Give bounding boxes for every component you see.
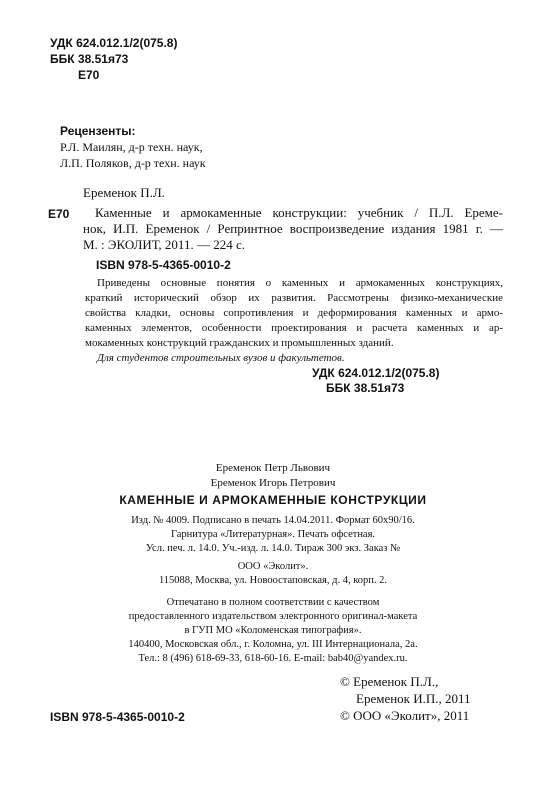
abstract-line: свойства кладки, основы сопротивления и деформирования каменных и армо- <box>85 307 503 319</box>
biblio-isbn: ISBN 978-5-4365-0010-2 <box>96 258 231 272</box>
biblio-line: Каменные и армокаменные конструкции: учебник / П.Л. Ереме- <box>95 205 503 220</box>
copyright-line: Еременок И.П., 2011 <box>356 691 471 706</box>
imprint-tech <box>0 514 546 556</box>
abstract-audience: Для студентов строительных вузов и факультетов. <box>97 352 345 364</box>
imprint-printer-line: Тел.: 8 (496) 618-69-33, 618-60-16. E-mail: bab40@yandex.ru. <box>138 653 408 664</box>
footer-copyrights <box>340 673 471 724</box>
imprint-publisher-block <box>0 560 546 588</box>
copyright-line: © ООО «Эколит», 2011 <box>340 708 470 723</box>
imprint-tech-line: Изд. № 4009. Подписано в печать 14.04.2011. Формат 60х90/16. <box>131 515 415 526</box>
imprint-tech-line: Усл. печ. л. 14.0. Уч.-изд. л. 14.0. Тираж 300 экз. Заказ № <box>145 543 401 554</box>
copyright-line: © Еременок П.Л., <box>340 674 439 689</box>
imprint-author: Еременок Петр Львович <box>215 462 331 474</box>
biblio-description <box>83 205 503 253</box>
reviewer-1: Р.Л. Маилян, д-р техн. наук, <box>60 140 203 154</box>
abstract-line: мокаменных конструкций гражданских и промышленных зданий. <box>85 337 394 349</box>
footer-isbn: ISBN 978-5-4365-0010-2 <box>50 710 185 724</box>
reviewer-2: Л.П. Поляков, д-р техн. наук <box>60 156 206 170</box>
biblio-author: Еременок П.Л. <box>83 185 165 200</box>
abstract-line: каменных элементов, особенности проектирования и расчета каменных и ар- <box>85 322 503 334</box>
udk-code-right: УДК 624.012.1/2(075.8) <box>312 366 440 380</box>
biblio-line: нок, И.П. Еременок / Репринтное воспроизведение издания 1981 г. — <box>83 221 503 236</box>
imprint-printer-line: 140400, Московская обл., г. Коломна, ул. III Интернационала, 2а. <box>128 639 418 650</box>
imprint-author: Еременок Игорь Петрович <box>210 477 336 489</box>
author-sign: Е70 <box>78 68 100 82</box>
imprint-printer-line: предоставленного издательством электронного оригинал-макета <box>128 611 418 622</box>
reviewers-block <box>60 123 206 171</box>
bbk-code-right: ББК 38.51я73 <box>326 381 405 395</box>
abstract-line: Приведены основные понятия о каменных и армокаменных конструкциях, <box>97 277 503 289</box>
imprint-authors <box>0 461 546 491</box>
biblio-code: Е70 <box>48 207 70 221</box>
udk-code: УДК 624.012.1/2(075.8) <box>50 36 178 50</box>
abstract-line: краткий исторический обзор их развития. Рассмотрены физико-механические <box>85 292 503 304</box>
abstract <box>85 276 503 366</box>
imprint-tech-line: Гарнитура «Литературная». Печать офсетная. <box>170 529 376 540</box>
biblio-line: М. : ЭКОЛИТ, 2011. — 224 с. <box>83 237 245 252</box>
classification-block <box>50 35 177 83</box>
imprint-printer-line: Отпечатано в полном соответствии с качеством <box>166 597 380 608</box>
reviewers-heading: Рецензенты: <box>60 124 136 138</box>
imprint-title: КАМЕННЫЕ И АРМОКАМЕННЫЕ КОНСТРУКЦИИ <box>119 493 427 507</box>
bbk-code: ББК 38.51я73 <box>50 52 129 66</box>
codes-right <box>312 366 439 396</box>
imprint-publisher: ООО «Эколит». <box>237 561 309 572</box>
imprint-publisher-address: 115088, Москва, ул. Новоостаповская, д. 4, корп. 2. <box>158 575 388 586</box>
imprint-printer-block <box>0 596 546 666</box>
imprint-printer-line: в ГУП МО «Коломенская типография». <box>184 625 362 636</box>
